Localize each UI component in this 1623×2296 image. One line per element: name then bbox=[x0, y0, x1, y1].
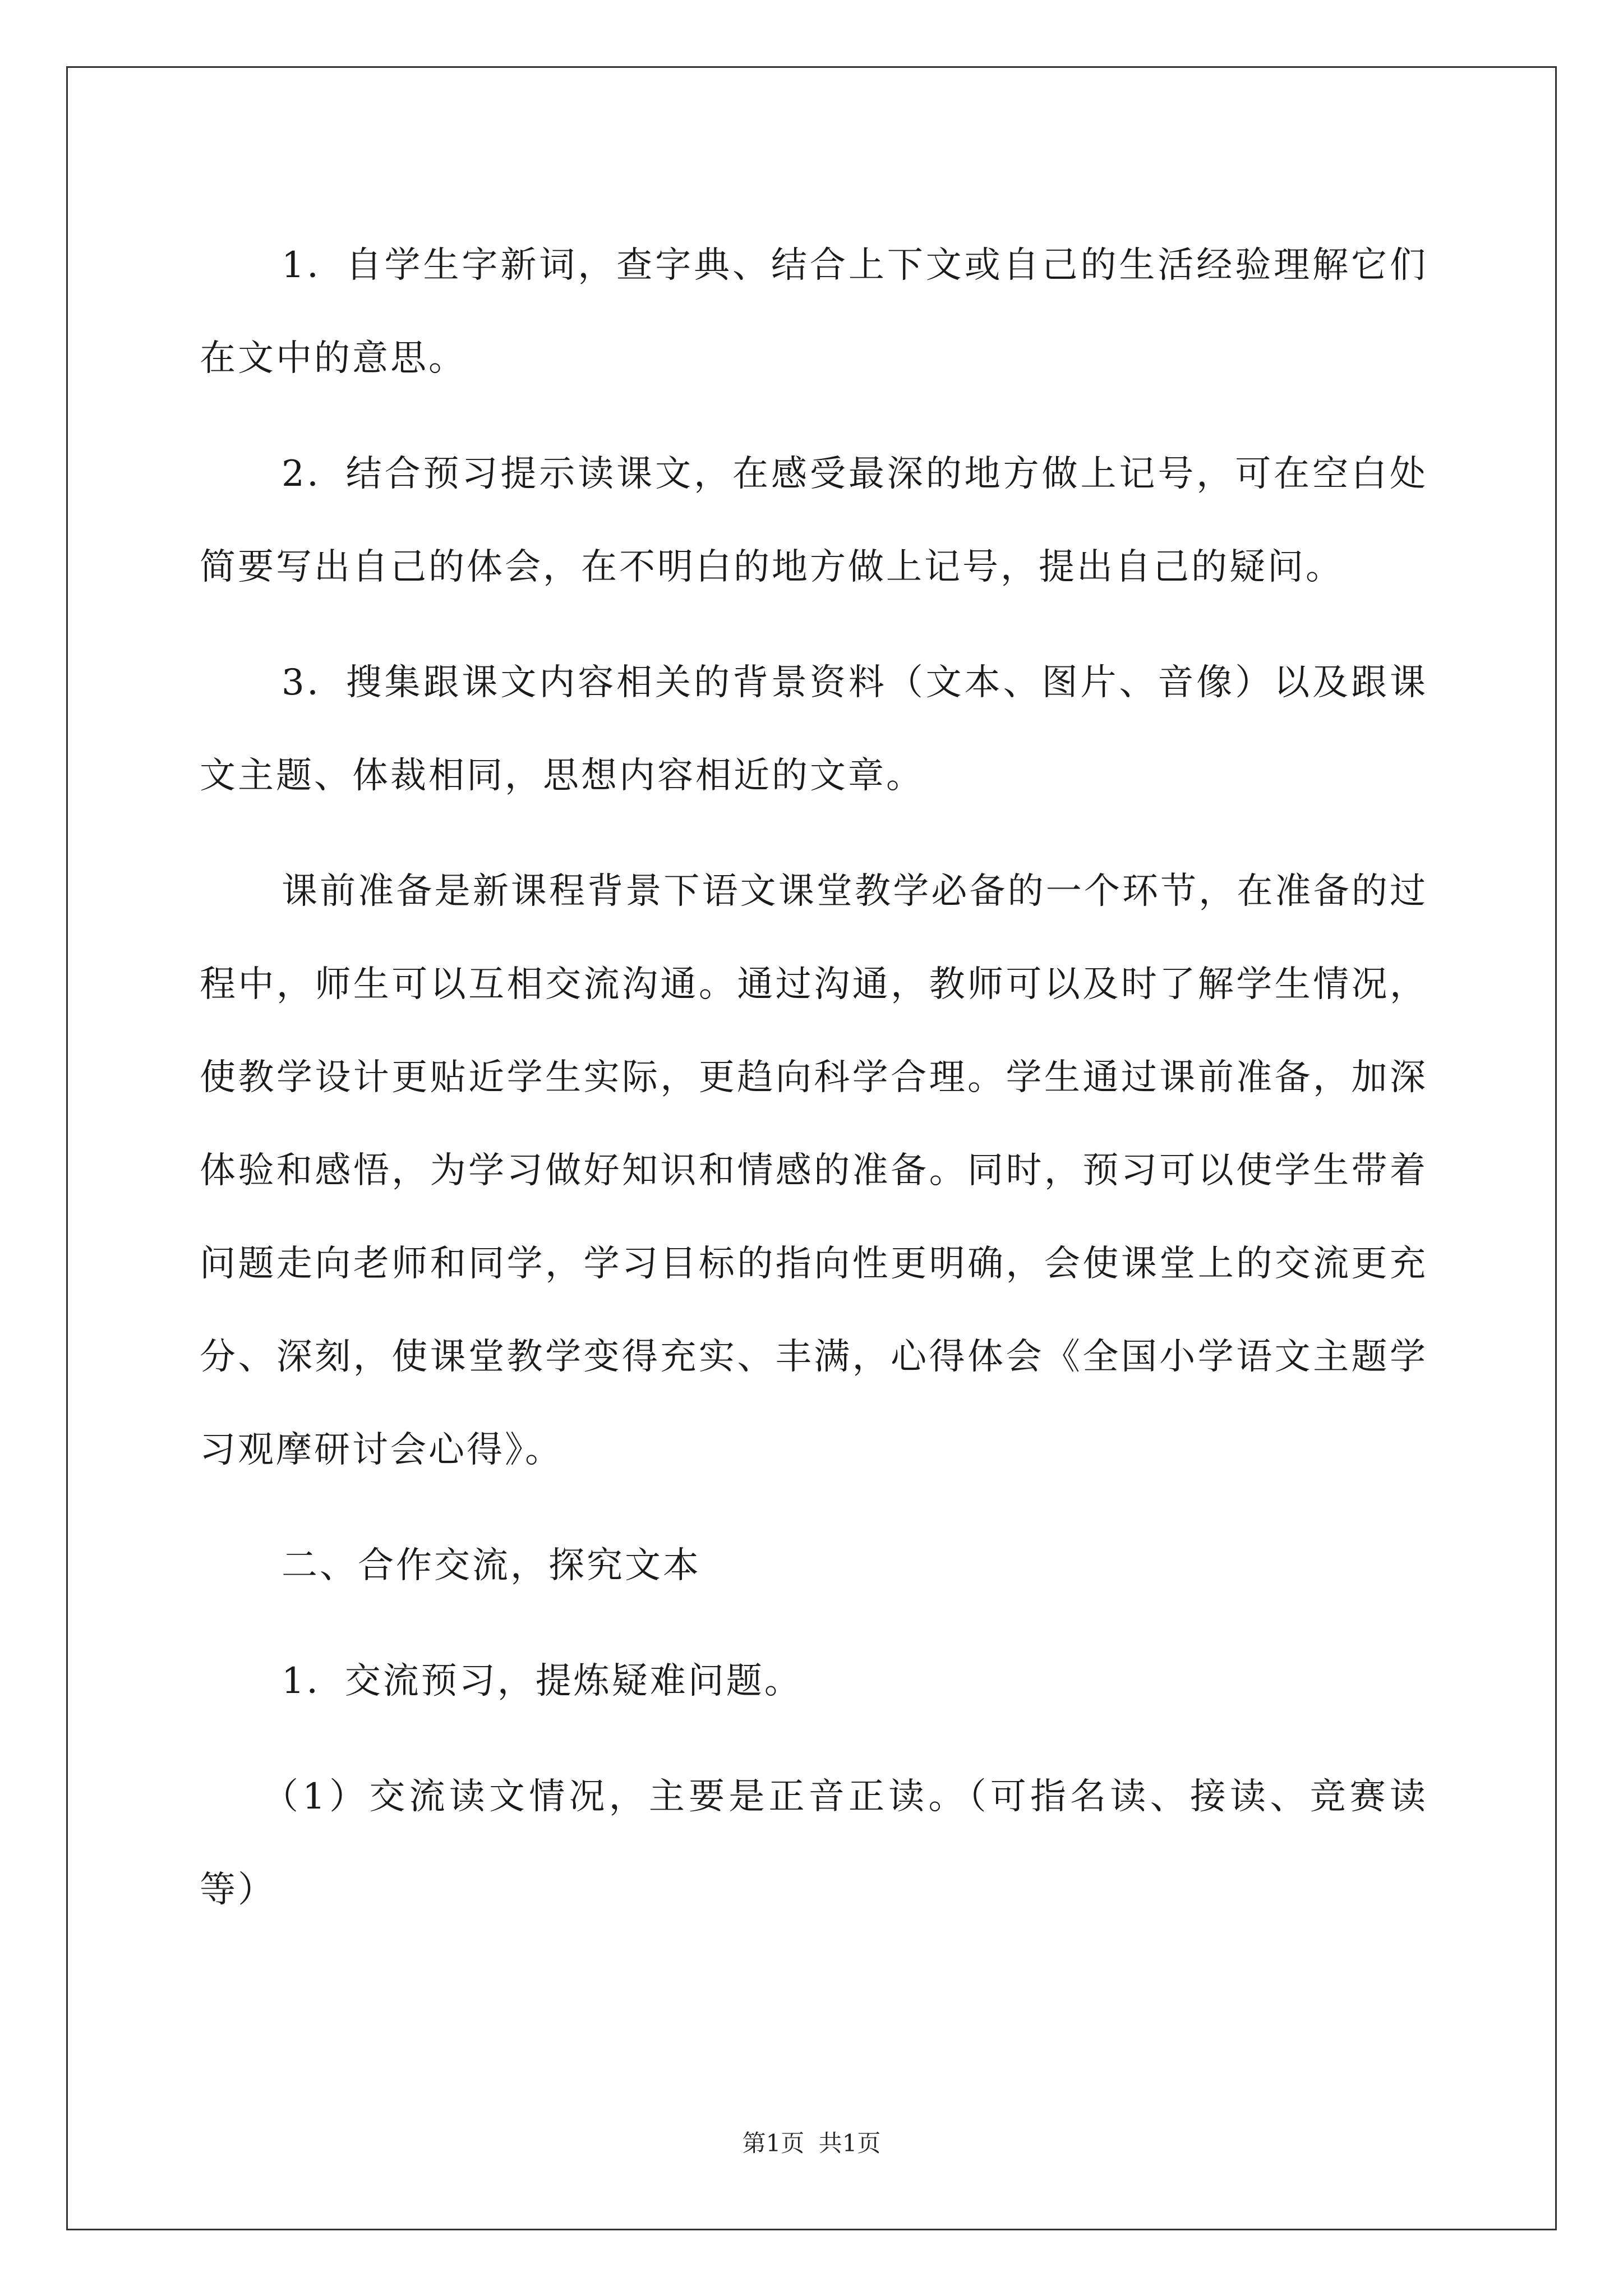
page-total: 共1页 bbox=[818, 2129, 881, 2157]
paragraph-item-2: 2．结合预习提示读课文，在感受最深的地方做上记号，可在空白处简要写出自己的体会，在不明白的地方做上记号，提出自己的疑问。 bbox=[200, 453, 1428, 588]
page-number: 第1页 bbox=[742, 2129, 805, 2157]
document-body bbox=[200, 219, 1428, 1959]
paragraph-subitem-1: 1．交流预习，提炼疑难问题。 bbox=[282, 1660, 803, 1702]
paragraph-item-1: 1．自学生字新词，查字典、结合上下文或自己的生活经验理解它们在文中的意思。 bbox=[200, 245, 1428, 379]
page-footer bbox=[0, 2125, 1623, 2159]
paragraph-item-3: 3．搜集跟课文内容相关的背景资料（文本、图片、音像）以及跟课文主题、体裁相同，思想内容相近的文章。 bbox=[200, 662, 1428, 797]
paragraph-body: 课前准备是新课程背景下语文课堂教学必备的一个环节，在准备的过程中，师生可以互相交流沟通。通过沟通，教师可以及时了解学生情况，使教学设计更贴近学生实际，更趋向科学合理。学生通过课前准备，加深体验和感悟，为学习做好知识和情感的准备。同时，预习可以使学生带着问题走向老师和同学，学习目标的指向性更明确，会使课堂上的交流更充分、深刻，使课堂教学变得充实、丰满，心得体会《全国小学语文主题学习观摩研讨会心得》。 bbox=[200, 871, 1428, 1471]
paragraph-subitem-1-1: （1）交流读文情况，主要是正音正读。（可指名读、接读、竞赛读等） bbox=[200, 1776, 1428, 1911]
section-heading: 二、合作交流，探究文本 bbox=[282, 1545, 701, 1586]
